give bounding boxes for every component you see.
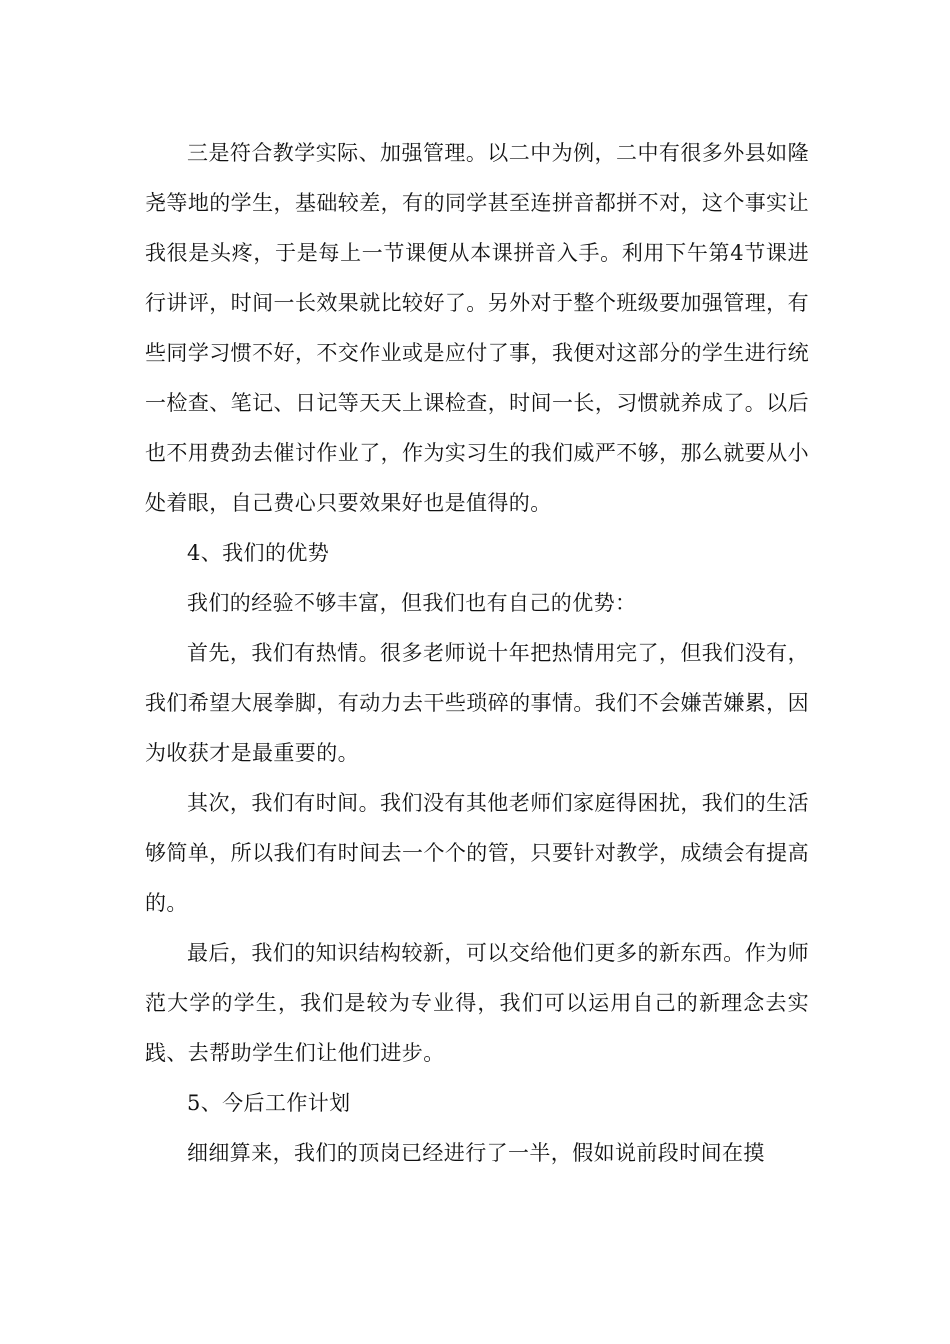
paragraph-time: 其次，我们有时间。我们没有其他老师们家庭得困扰，我们的生活够简单，所以我们有时间去一个个的管，只要针对教学，成绩会有提高的。 — [145, 791, 809, 915]
document-body — [145, 128, 809, 1178]
paragraph-knowledge: 最后，我们的知识结构较新，可以交给他们更多的新东西。作为师范大学的学生，我们是较为专业得，我们可以运用自己的新理念去实践、去帮助学生们让他们进步。 — [145, 941, 809, 1065]
section-heading-future-plan: 5、今后工作计划 — [187, 1091, 351, 1115]
paragraph-management: 三是符合教学实际、加强管理。以二中为例，二中有很多外县如隆尧等地的学生，基础较差，有的同学甚至连拼音都拼不对，这个事实让我很是头疼，于是每上一节课便从本课拼音入手。利用下午第4节课进行讲评，时间一长效果就比较好了。另外对于整个班级要加强管理，有些同学习惯不好，不交作业或是应付了事，我便对这部分的学生进行统一检查、笔记、日记等天天上课检查，时间一长，习惯就养成了。以后也不用费劲去催讨作业了，作为实习生的我们威严不够，那么就要从小处着眼，自己费心只要效果好也是值得的。 — [145, 141, 809, 515]
paragraph-advantages-intro: 我们的经验不够丰富，但我们也有自己的优势： — [187, 591, 637, 615]
section-heading-advantages: 4、我们的优势 — [187, 541, 330, 565]
paragraph-enthusiasm: 首先，我们有热情。很多老师说十年把热情用完了，但我们没有，我们希望大展拳脚，有动力去干些琐碎的事情。我们不会嫌苦嫌累，因为收获才是最重要的。 — [145, 641, 809, 765]
paragraph-future-plan: 细细算来，我们的顶岗已经进行了一半，假如说前段时间在摸 — [187, 1141, 765, 1165]
